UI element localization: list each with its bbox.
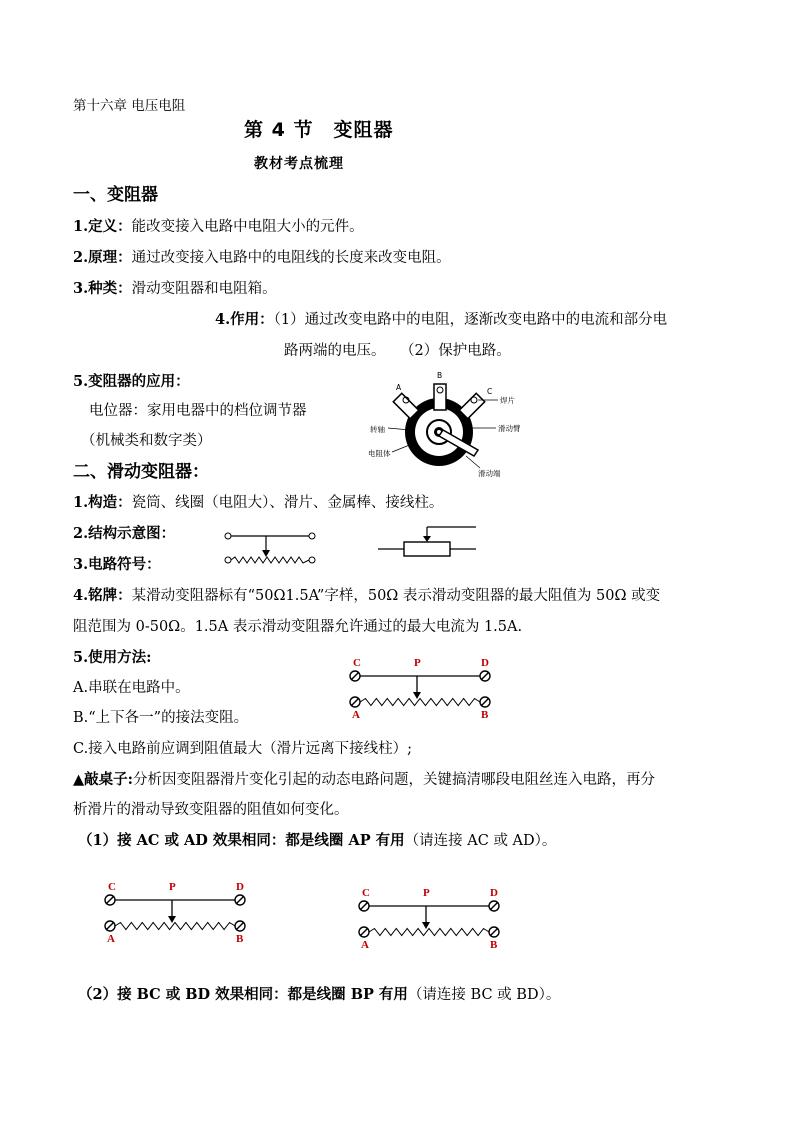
definition-text: 能改变接入电路中电阻大小的元件。: [131, 219, 364, 235]
rheostat-label-b: B: [236, 933, 244, 945]
terminal-a: [105, 921, 115, 931]
terminal-b: [489, 927, 499, 937]
nameplate-line2: 阻范围为 0-50Ω。1.5A 表示滑动变阻器允许通过的最大电流为 1.5A.: [73, 619, 523, 635]
rheostat-label-a: A: [361, 939, 369, 951]
definition-label: 1.定义：: [73, 218, 132, 235]
rheostat-diagram-usage: [345, 656, 495, 726]
rheostat-label-p: P: [169, 881, 176, 893]
terminal-b: [235, 921, 245, 931]
resistance-coil: [115, 923, 235, 930]
usage-label: 5.使用方法:: [73, 649, 152, 666]
pot-label-body: 电阻体: [368, 449, 391, 458]
pot-label-arm: 滑动臂: [498, 424, 521, 433]
rheostat-label-b: B: [490, 939, 498, 951]
rheostat-label-c: C: [353, 657, 361, 669]
page-subtitle: 教材考点梳理: [254, 156, 344, 172]
chapter-label: 第十六章 电压电阻: [73, 98, 186, 114]
pot-label-slide-end: 滑动端: [478, 469, 501, 478]
rheostat-label-c: C: [362, 887, 370, 899]
principle-label: 2.原理：: [73, 249, 132, 266]
pot-label-solder: 焊片: [500, 396, 515, 405]
terminal-d: [480, 671, 490, 681]
potentiometer-diagram: [360, 372, 540, 482]
usage-a: A.串联在电路中。: [73, 680, 190, 696]
case1-line: [78, 831, 556, 851]
nameplate-label: 4.铭牌：: [73, 587, 132, 604]
circuit-symbol-label: 3.电路符号：: [73, 556, 161, 573]
potentiometer-body: [388, 384, 498, 468]
function-line2: 路两端的电压。 （2）保护电路。: [284, 343, 511, 359]
tip-line2: 析滑片的滑动导致变阻器的阻值如何变化。: [73, 802, 349, 818]
application-line1: 电位器：家用电器中的档位调节器: [89, 403, 307, 419]
rheostat-label-c: C: [108, 881, 116, 893]
resistance-coil: [360, 699, 480, 706]
resistance-coil: [369, 929, 489, 936]
types-text: 滑动变阻器和电阻箱。: [131, 281, 277, 297]
terminal-a: [359, 927, 369, 937]
nameplate-text1: 某滑动变阻器标有“50Ω1.5A”字样，50Ω 表示滑动变阻器的最大阻值为 50Ω 或变: [131, 588, 661, 604]
application-label: 5.变阻器的应用：: [73, 373, 190, 390]
rheostat-label-b: B: [481, 709, 489, 721]
terminal-a: [350, 697, 360, 707]
rheostat-label-d: D: [481, 657, 489, 669]
principle-text: 通过改变接入电路中的电阻线的长度来改变电阻。: [131, 250, 451, 266]
construction-line: [73, 493, 443, 513]
construction-text: 瓷筒、线圈（电阻大）、滑片、金属棒、接线柱。: [131, 495, 444, 511]
case2-bold: （2）接 BC 或 BD 效果相同：都是线圈 BP 有用: [78, 986, 408, 1003]
pot-label-b: B: [437, 371, 443, 380]
types-line: [73, 279, 277, 299]
application-line2: （机械类和数字类）: [81, 433, 212, 449]
pot-label-shaft: 转轴: [370, 425, 385, 434]
function-text1: （1）通过改变电路中的电阻，逐渐改变电路中的电流和部分电: [273, 312, 668, 328]
usage-b: B.“上下各一”的接法变阻。: [73, 710, 249, 726]
terminal-b: [480, 697, 490, 707]
tip-text1: 分析因变阻器滑片变化引起的动态电路问题，关键搞清哪段电阻丝连入电路，再分: [133, 772, 656, 788]
rheostat-label-a: A: [107, 933, 115, 945]
usage-c: C.接入电路前应调到阻值最大（滑片远离下接线柱）;: [73, 741, 413, 757]
principle-line: [73, 248, 451, 268]
rheostat-label-p: P: [423, 887, 430, 899]
structure-diagram-label: 2.结构示意图：: [73, 525, 176, 542]
terminal-c: [350, 671, 360, 681]
terminal-c: [359, 901, 369, 911]
rheostat-label-d: D: [490, 887, 498, 899]
rheostat-diagram-case2: [354, 886, 504, 956]
section1-heading: 一、变阻器: [73, 185, 158, 205]
definition-line: [73, 217, 364, 237]
structure-diagram: [224, 530, 320, 570]
terminal-d: [489, 901, 499, 911]
rheostat-label-p: P: [414, 657, 421, 669]
rheostat-label-a: A: [352, 709, 360, 721]
case2-normal: （请连接 BC 或 BD）。: [407, 987, 561, 1003]
section2-heading: 二、滑动变阻器：: [73, 462, 209, 482]
rheostat-label-d: D: [236, 881, 244, 893]
types-label: 3.种类：: [73, 280, 132, 297]
function-label: 4.作用：: [215, 311, 274, 328]
construction-label: 1.构造：: [73, 494, 132, 511]
nameplate-line1: [73, 586, 660, 606]
case1-normal: （请连接 AC 或 AD）。: [404, 833, 557, 849]
rheostat-diagram-case1: [100, 880, 250, 950]
terminal-c: [105, 895, 115, 905]
tip-line1: [73, 770, 655, 790]
case1-bold: （1）接 AC 或 AD 效果相同：都是线圈 AP 有用: [78, 832, 405, 849]
circuit-symbol: [378, 525, 478, 565]
tip-label: ▲敲桌子:: [73, 771, 134, 788]
pot-label-c: C: [487, 387, 493, 396]
pot-label-a: A: [396, 383, 402, 392]
case2-line: [78, 985, 560, 1005]
terminal-d: [235, 895, 245, 905]
function-line1: [215, 310, 667, 330]
page-title: 第 4 节 变阻器: [244, 119, 394, 141]
